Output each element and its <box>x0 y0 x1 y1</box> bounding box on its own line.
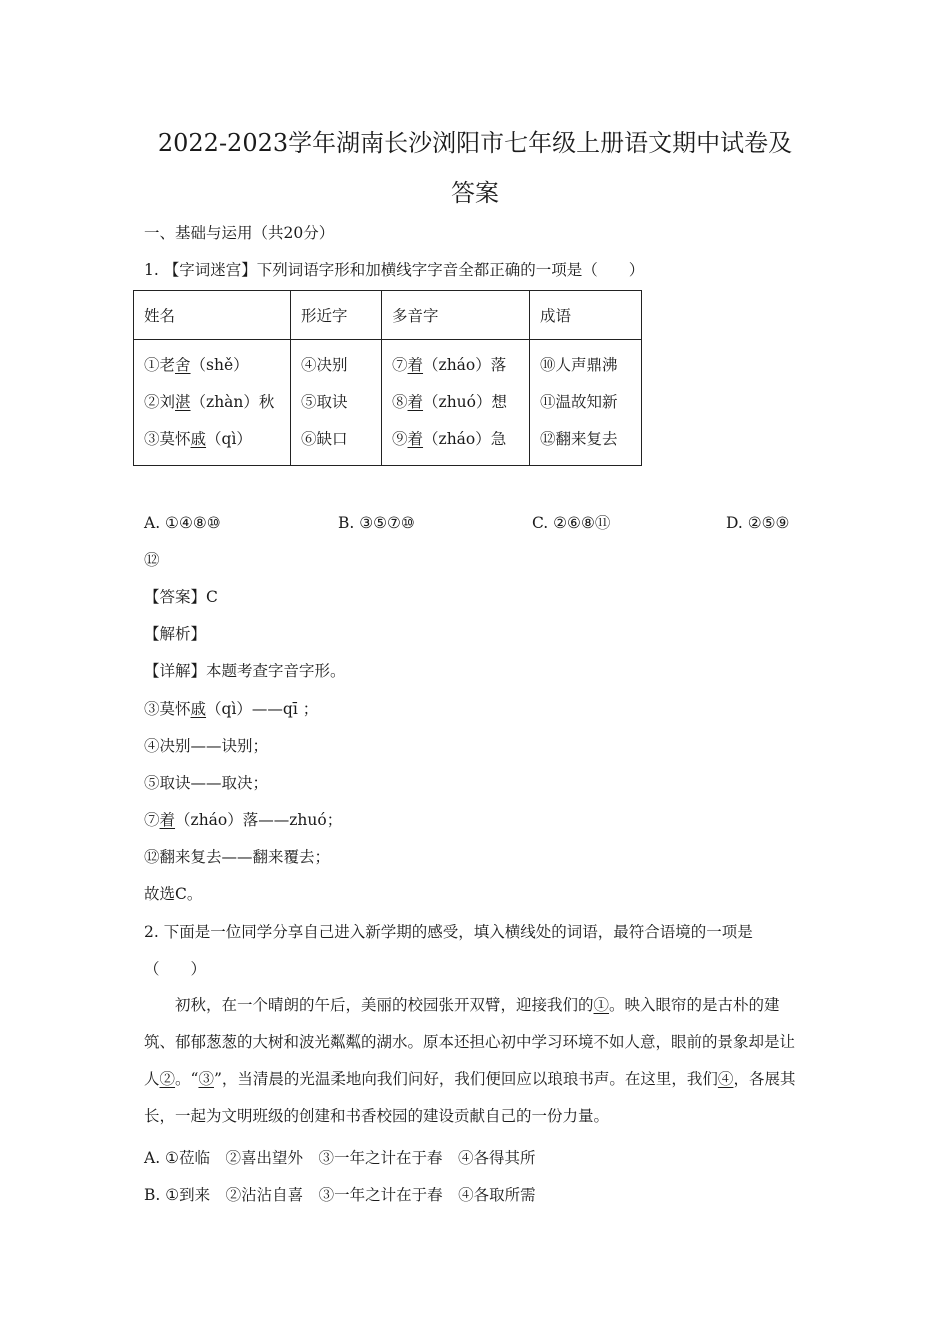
table-item: ⑤取诀 <box>301 393 348 411</box>
table-cell-idioms <box>530 340 642 466</box>
question-2-passage: 初秋，在一个晴朗的午后，美丽的校园张开双臂，迎接我们的①。映入眼帘的是古朴的建筑、郁郁葱葱的大树和波光粼粼的湖水。原本还担心初中学习环境不如人意，眼前的景象却是让人②。“③”，当清晨的光温柔地向我们问好，我们便回应以琅琅书声。在这里，我们④，各展其长，一起为文明班级的创建和书香校园的建设贡献自己的一份力量。 <box>144 996 796 1125</box>
table-cell-similar <box>291 340 382 466</box>
document-title <box>120 118 830 218</box>
table-cell-names <box>134 340 291 466</box>
blank-3: ③ <box>198 1070 214 1088</box>
table-item: ⑦着（zháo）落 <box>392 356 507 374</box>
question-1-stem: 1. 【字词迷宫】下列词语字形和加横线字字音全都正确的一项是（ ） <box>144 261 645 279</box>
table-header-similar: 形近字 <box>291 291 382 340</box>
question-1-option-a: A. ①④⑧⑩ <box>144 514 221 532</box>
question-1-option-b: B. ③⑤⑦⑩ <box>338 514 415 532</box>
table-item: ⑪温故知新 <box>540 393 618 411</box>
explanation-line: ⑤取诀——取决； <box>144 774 269 792</box>
question-2-option-a: A. ①莅临 ②喜出望外 ③一年之计在于春 ④各得其所 <box>144 1149 536 1167</box>
table-item: ⑫翻来复去 <box>540 430 618 448</box>
question-1-answer: 【答案】C <box>144 588 218 606</box>
section-heading: 一、基础与运用（共20分） <box>144 224 335 242</box>
blank-2: ② <box>159 1070 176 1088</box>
question-2-stem-bracket: （ ） <box>144 960 207 978</box>
question-1-table <box>133 290 642 466</box>
question-2-option-b: B. ①到来 ②沾沾自喜 ③一年之计在于春 ④各取所需 <box>144 1186 536 1204</box>
table-item: ⑩人声鼎沸 <box>540 356 618 374</box>
table-header-polyphone: 多音字 <box>382 291 530 340</box>
table-item: ⑧着（zhuó）想 <box>392 393 507 411</box>
question-1-detail: 【详解】本题考查字音字形。 <box>144 662 346 680</box>
table-header-name: 姓名 <box>134 291 291 340</box>
explanation-line: ④决别——诀别； <box>144 737 269 755</box>
question-1-analysis-label: 【解析】 <box>144 625 207 643</box>
table-header-idiom: 成语 <box>530 291 642 340</box>
title-line-2: 答案 <box>451 179 499 207</box>
question-1-option-d-continued: ⑫ <box>144 551 160 569</box>
explanation-line: ⑫翻来复去——翻来覆去； <box>144 848 331 866</box>
table-item: ③莫怀戚（qì） <box>144 430 252 448</box>
question-2-stem: 2. 下面是一位同学分享自己进入新学期的感受，填入横线处的词语，最符合语境的一项是 <box>144 923 753 941</box>
table-cell-polyphone <box>382 340 530 466</box>
question-1-option-c: C. ②⑥⑧⑪ <box>532 514 611 532</box>
table-item: ④决别 <box>301 356 348 374</box>
table-item: ⑥缺口 <box>301 430 348 448</box>
table-item: ②刘湛（zhàn）秋 <box>144 393 275 411</box>
explanation-line: ⑦着（zháo）落——zhuó； <box>144 811 343 829</box>
question-1-conclusion: 故选C。 <box>144 885 203 903</box>
blank-4: ④ <box>717 1070 734 1088</box>
table-item: ①老舍（shě） <box>144 356 249 374</box>
table-item: ⑨着（zháo）急 <box>392 430 507 448</box>
question-1-option-d: D. ②⑤⑨ <box>726 514 790 532</box>
title-line-1: 2022-2023学年湖南长沙浏阳市七年级上册语文期中试卷及 <box>157 129 793 157</box>
blank-1: ① <box>593 996 610 1014</box>
explanation-line: ③莫怀戚（qì）——qī ； <box>144 700 319 718</box>
